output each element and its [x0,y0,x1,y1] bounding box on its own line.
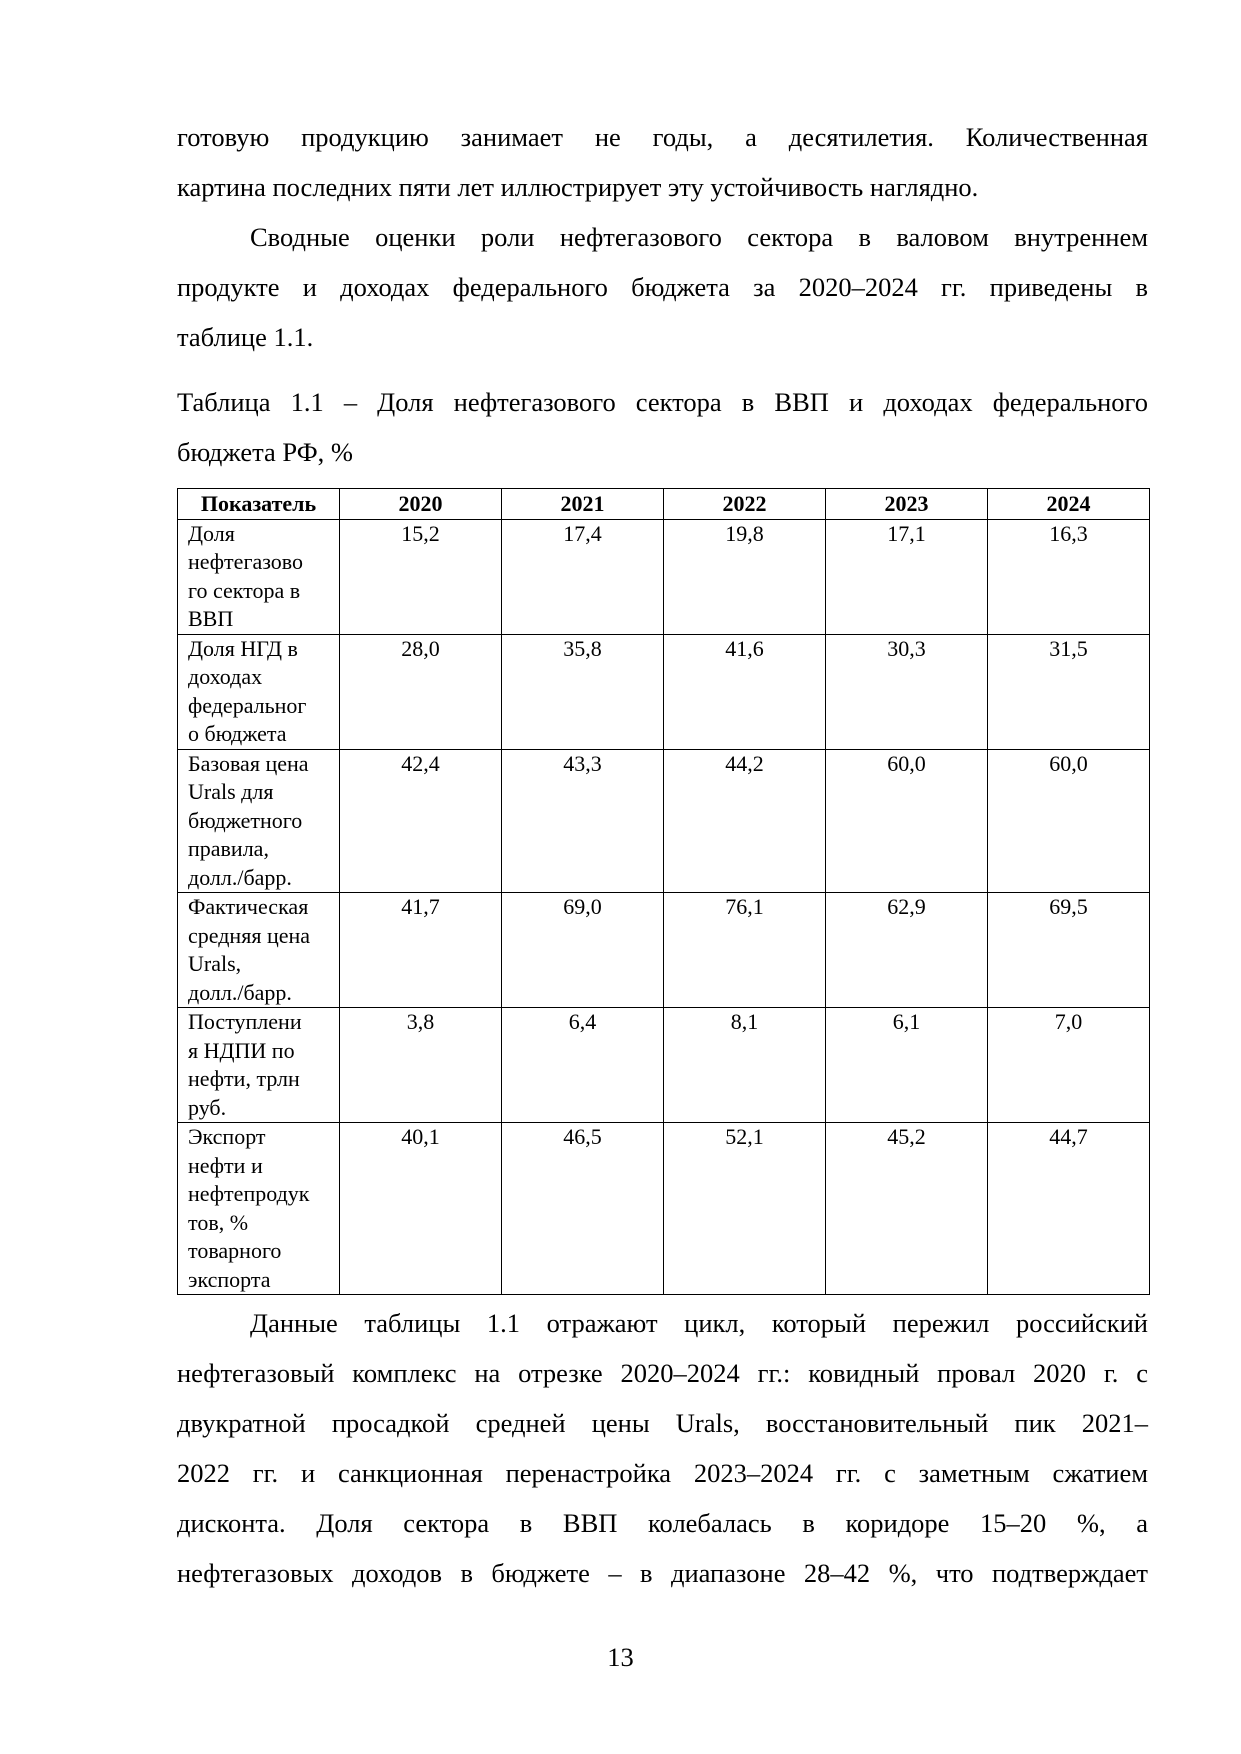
text-line: Сводные оценки роли нефтегазового сектора в валовом внутреннем [250,222,1148,252]
table-caption [177,377,1148,477]
table-header-row [178,489,1150,520]
table-cell: 46,5 [502,1123,664,1295]
header-cell-year: 2023 [826,489,988,520]
paragraph-intro-continuation [177,112,1148,212]
row-label-line: нефти, трлн [188,1066,300,1091]
text-line: 2022 гг. и санкционная перенастройка 2023–2024 гг. с заметным сжатием [177,1458,1148,1488]
row-label-line: Экспорт [188,1124,266,1149]
table-cell: 45,2 [826,1123,988,1295]
row-label-line: товарного [188,1238,282,1263]
row-label [178,1123,340,1295]
table-cell: 30,3 [826,634,988,749]
table-cell: 17,1 [826,519,988,634]
row-label-line: о бюджета [188,721,287,746]
table-cell: 60,0 [988,749,1150,893]
table-cell: 76,1 [664,893,826,1008]
header-cell-year: 2020 [340,489,502,520]
table-cell: 8,1 [664,1008,826,1123]
table-cell: 40,1 [340,1123,502,1295]
table-cell: 44,7 [988,1123,1150,1295]
row-label [178,519,340,634]
text-line: Данные таблицы 1.1 отражают цикл, который пережил российский [250,1308,1148,1338]
table-cell: 6,4 [502,1008,664,1123]
table-row [178,1008,1150,1123]
text-line: готовую продукцию занимает не годы, а десятилетия. Количественная [177,122,1148,152]
paragraph-table-reference [177,212,1148,362]
row-label-line: бюджетного [188,807,303,833]
table-row [178,749,1150,893]
data-table [177,488,1150,1295]
table-cell: 52,1 [664,1123,826,1295]
row-label-line: средняя цена [188,922,311,948]
row-label-line: тов, % [188,1209,249,1235]
row-label-line: правила, [188,836,269,861]
row-label-line: го сектора в [188,577,301,603]
row-label [178,893,340,1008]
table-cell: 42,4 [340,749,502,893]
text-line: таблице 1.1. [177,322,314,352]
header-cell-year: 2022 [664,489,826,520]
table-cell: 31,5 [988,634,1150,749]
row-label-line: долл./барр. [188,864,292,890]
table-cell: 69,0 [502,893,664,1008]
row-label-line: Фактическая [188,894,309,919]
page-number: 13 [607,1642,634,1672]
table-cell: 7,0 [988,1008,1150,1123]
row-label-line: нефтегазово [188,549,304,574]
table-cell: 15,2 [340,519,502,634]
header-cell-year: 2024 [988,489,1150,520]
row-label-line: я НДПИ по [188,1037,295,1063]
table-cell: 41,7 [340,893,502,1008]
row-label-line: долл./барр. [188,979,292,1005]
table-row [178,634,1150,749]
row-label-line: доходах [188,664,263,689]
caption-line: Таблица 1.1 – Доля нефтегазового сектора в ВВП и доходах федерального [177,387,1148,417]
text-line: дисконта. Доля сектора в ВВП колебалась в коридоре 15–20 %, а [177,1508,1148,1538]
row-label-line: нефти и [188,1152,263,1178]
table-cell: 6,1 [826,1008,988,1123]
caption-line: бюджета РФ, % [177,437,353,467]
table-cell: 43,3 [502,749,664,893]
table-cell: 17,4 [502,519,664,634]
header-cell-indicator: Показатель [178,489,340,520]
table-cell: 62,9 [826,893,988,1008]
table-cell: 3,8 [340,1008,502,1123]
row-label-line: Базовая цена [188,750,309,776]
row-label-line: Поступлени [188,1009,302,1034]
text-line: нефтегазовый комплекс на отрезке 2020–2024 гг.: ковидный провал 2020 г. с [177,1358,1148,1388]
row-label-line: Доля [188,520,235,546]
row-label-line: нефтепродук [188,1181,310,1206]
table-cell: 19,8 [664,519,826,634]
table-row [178,1123,1150,1295]
row-label [178,1008,340,1123]
row-label [178,634,340,749]
table-cell: 35,8 [502,634,664,749]
row-label-line: руб. [188,1094,227,1120]
row-label-line: федеральног [188,692,307,718]
row-label-line: Urals для [188,779,274,804]
table-cell: 44,2 [664,749,826,893]
row-label-line: Доля НГД в [188,635,298,661]
paragraph-table-analysis [177,1298,1148,1598]
row-label-line: экспорта [188,1266,271,1292]
row-label-line: ВВП [188,606,234,631]
table-row [178,893,1150,1008]
table-cell: 16,3 [988,519,1150,634]
text-line: нефтегазовых доходов в бюджете – в диапазоне 28–42 %, что подтверждает [177,1558,1148,1588]
table-cell: 28,0 [340,634,502,749]
table-cell: 60,0 [826,749,988,893]
text-line: двукратной просадкой средней цены Urals, восстановительный пик 2021– [177,1408,1148,1438]
text-line: картина последних пяти лет иллюстрирует эту устойчивость наглядно. [177,172,979,202]
text-line: продукте и доходах федерального бюджета за 2020–2024 гг. приведены в [177,272,1148,302]
table-cell: 69,5 [988,893,1150,1008]
row-label [178,749,340,893]
table-cell: 41,6 [664,634,826,749]
row-label-line: Urals, [188,951,242,976]
header-cell-year: 2021 [502,489,664,520]
table-row [178,519,1150,634]
